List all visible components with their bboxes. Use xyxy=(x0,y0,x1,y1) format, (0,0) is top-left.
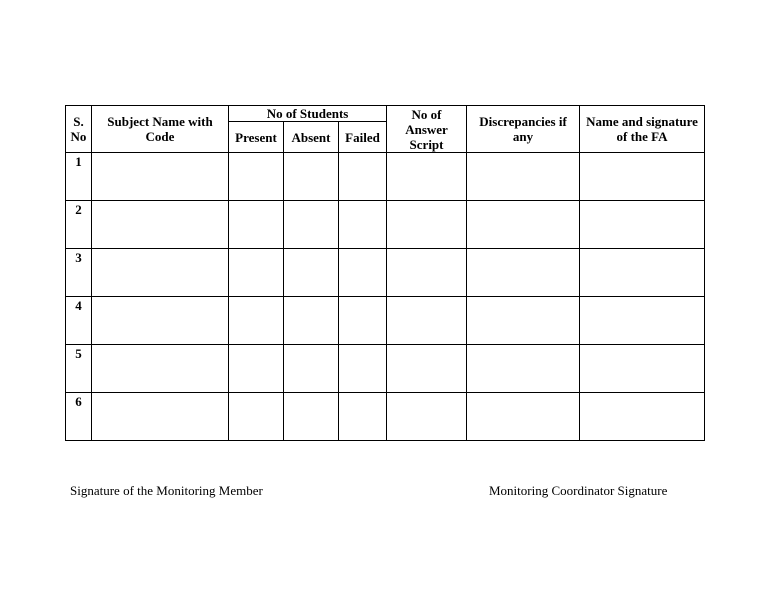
header-present xyxy=(229,122,284,153)
table-row xyxy=(66,153,705,201)
absent-cell[interactable] xyxy=(284,153,339,201)
fa-signature-cell[interactable] xyxy=(580,249,705,297)
fa-signature-cell[interactable] xyxy=(580,297,705,345)
fa-signature-cell[interactable] xyxy=(580,345,705,393)
answer-script-cell[interactable] xyxy=(387,249,467,297)
row-number: 1 xyxy=(66,153,92,201)
table-row xyxy=(66,297,705,345)
answer-script-cell[interactable] xyxy=(387,393,467,441)
absent-cell[interactable] xyxy=(284,393,339,441)
present-cell[interactable] xyxy=(229,153,284,201)
header-students-group xyxy=(229,106,387,122)
subject-cell[interactable] xyxy=(92,201,229,249)
fa-signature-cell[interactable] xyxy=(580,393,705,441)
present-cell[interactable] xyxy=(229,201,284,249)
answer-script-cell[interactable] xyxy=(387,201,467,249)
discrepancies-cell[interactable] xyxy=(467,201,580,249)
absent-cell[interactable] xyxy=(284,345,339,393)
present-cell[interactable] xyxy=(229,345,284,393)
header-absent-label: Absent xyxy=(291,129,331,145)
table-row xyxy=(66,201,705,249)
failed-cell[interactable] xyxy=(339,393,387,441)
header-present-label: Present xyxy=(235,129,277,145)
answer-script-cell[interactable] xyxy=(387,153,467,201)
present-cell[interactable] xyxy=(229,249,284,297)
failed-cell[interactable] xyxy=(339,153,387,201)
monitoring-coordinator-signature-label: Monitoring Coordinator Signature xyxy=(489,483,668,498)
discrepancies-cell[interactable] xyxy=(467,393,580,441)
header-absent xyxy=(284,122,339,153)
subject-cell[interactable] xyxy=(92,249,229,297)
subject-cell[interactable] xyxy=(92,345,229,393)
discrepancies-cell[interactable] xyxy=(467,297,580,345)
row-number: 6 xyxy=(66,393,92,441)
header-sno-label: S. No xyxy=(70,114,87,144)
failed-cell[interactable] xyxy=(339,345,387,393)
header-fa-label: Name and signature of the FA xyxy=(586,114,698,144)
monitoring-table xyxy=(65,105,705,441)
discrepancies-cell[interactable] xyxy=(467,153,580,201)
header-answer-script-label: No of Answer Script xyxy=(405,106,448,152)
header-discrepancies xyxy=(467,106,580,153)
answer-script-cell[interactable] xyxy=(387,297,467,345)
subject-cell[interactable] xyxy=(92,297,229,345)
header-students-group-label: No of Students xyxy=(266,105,349,121)
absent-cell[interactable] xyxy=(284,201,339,249)
discrepancies-cell[interactable] xyxy=(467,249,580,297)
failed-cell[interactable] xyxy=(339,201,387,249)
header-subject-label: Subject Name with Code xyxy=(107,114,213,144)
header-discrepancies-label: Discrepancies if any xyxy=(479,114,567,144)
row-number: 3 xyxy=(66,249,92,297)
fa-signature-cell[interactable] xyxy=(580,153,705,201)
header-answer-script xyxy=(387,106,467,153)
header-sno xyxy=(66,106,92,153)
fa-signature-cell[interactable] xyxy=(580,201,705,249)
header-fa xyxy=(580,106,705,153)
subject-cell[interactable] xyxy=(92,153,229,201)
subject-cell[interactable] xyxy=(92,393,229,441)
table-row xyxy=(66,393,705,441)
monitoring-member-signature-label: Signature of the Monitoring Member xyxy=(70,483,263,498)
discrepancies-cell[interactable] xyxy=(467,345,580,393)
header-failed-label: Failed xyxy=(345,129,380,145)
table-row xyxy=(66,249,705,297)
absent-cell[interactable] xyxy=(284,249,339,297)
row-number: 5 xyxy=(66,345,92,393)
failed-cell[interactable] xyxy=(339,249,387,297)
present-cell[interactable] xyxy=(229,297,284,345)
present-cell[interactable] xyxy=(229,393,284,441)
header-failed xyxy=(339,122,387,153)
row-number: 4 xyxy=(66,297,92,345)
header-subject xyxy=(92,106,229,153)
row-number: 2 xyxy=(66,201,92,249)
absent-cell[interactable] xyxy=(284,297,339,345)
answer-script-cell[interactable] xyxy=(387,345,467,393)
table-row xyxy=(66,345,705,393)
failed-cell[interactable] xyxy=(339,297,387,345)
